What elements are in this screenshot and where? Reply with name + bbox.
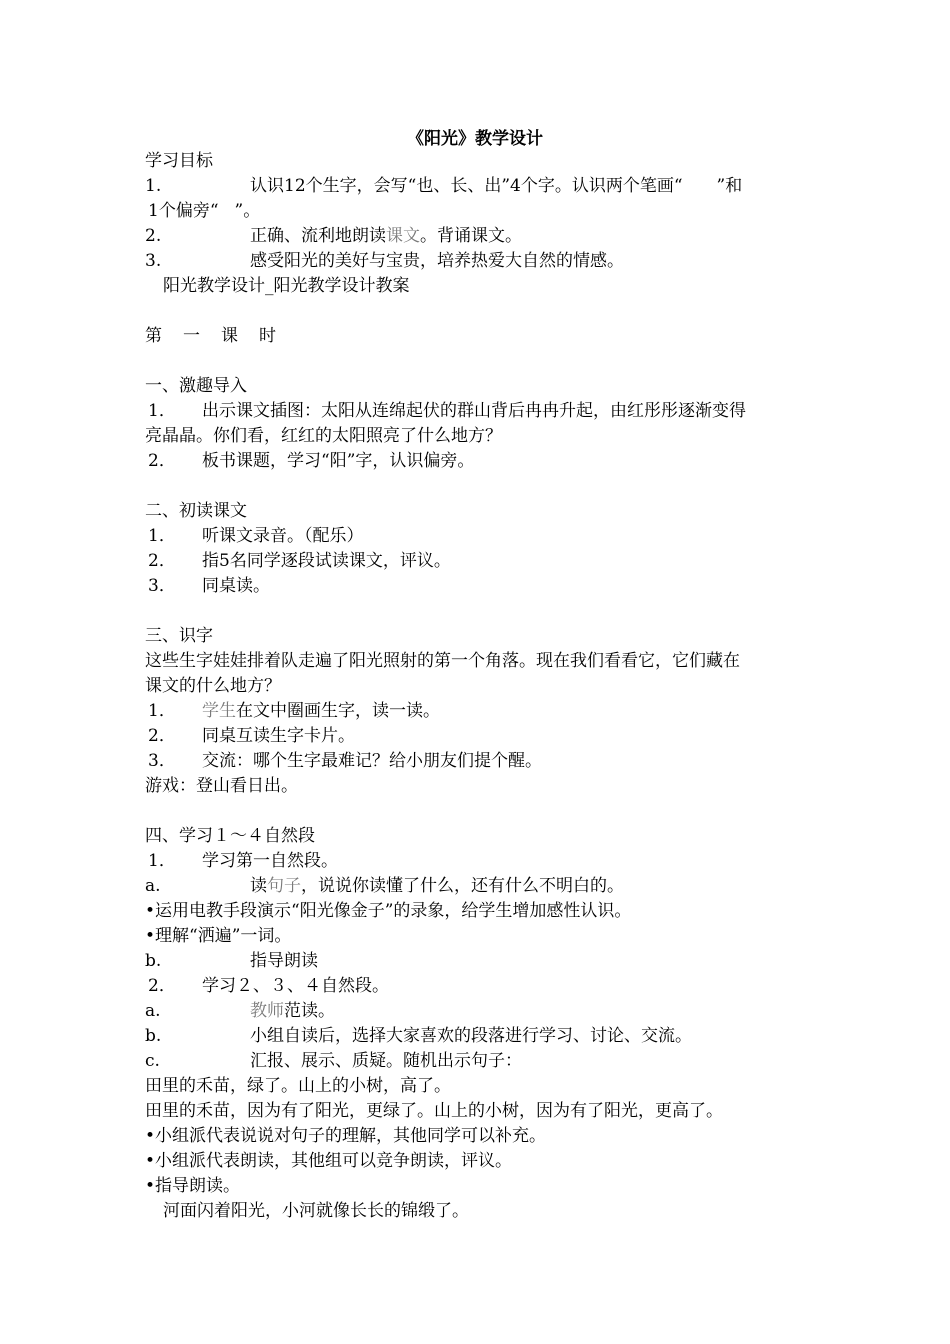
text-link-juzi[interactable]: 句子 xyxy=(267,876,301,896)
section-3-game: 游戏：登山看日出。 xyxy=(145,776,298,796)
section-4-item-1: 1． 学习第一自然段。 xyxy=(148,851,338,871)
section-2-heading: 二、初读课文 xyxy=(145,501,247,521)
goal-3: 3. 感受阳光的美好与宝贵，培养热爱大自然的情感。 xyxy=(145,251,624,271)
section-4-item-2-b: b. 小组自读后，选择大家喜欢的段落进行学习、讨论、交流。 xyxy=(145,1026,692,1046)
goal-1-continuation: 1个偏旁“ ”。 xyxy=(148,201,261,221)
section-4-bullet-1: •运用电教手段演示“阳光像金子”的录象，给学生增加感性认识。 xyxy=(145,901,632,921)
section-3-heading: 三、识字 xyxy=(145,626,213,646)
document-title: 《阳光》教学设计 xyxy=(407,129,543,149)
section-3-paragraph-line-2: 课文的什么地方？ xyxy=(145,676,281,696)
document-subtitle: 阳光教学设计_阳光教学设计教案 xyxy=(163,276,410,296)
section-4-heading: 四、学习１～４自然段 xyxy=(145,826,315,846)
goal-1-text: 认识12个生字，会写“也、长、出”4个字。认识两个笔画“ xyxy=(250,176,683,196)
section-1-heading: 一、激趣导入 xyxy=(145,376,247,396)
goal-1-number: 1. xyxy=(145,176,162,196)
section-2-item-2: 2． 指5名同学逐段试读课文，评议。 xyxy=(148,551,451,571)
section-4-item-2: 2． 学习２、３、４自然段。 xyxy=(148,976,389,996)
goal-1 xyxy=(145,174,742,199)
section-4-item-2-c: c. 汇报、展示、质疑。随机出示句子： xyxy=(145,1051,522,1071)
section-3-item-1: 1． 学生在文中圈画生字，读一读。 xyxy=(148,701,440,721)
section-3-item-2: 2． 同桌互读生字卡片。 xyxy=(148,726,355,746)
section-4-bullet-4: •小组派代表朗读，其他组可以竞争朗读，评议。 xyxy=(145,1151,513,1171)
example-sentence-3: 河面闪着阳光，小河就像长长的锦缎了。 xyxy=(163,1201,469,1221)
section-1-item-1: 1． 出示课文插图：太阳从连绵起伏的群山背后冉冉升起，由红彤彤逐渐变得 xyxy=(148,401,746,421)
goal-1-text-end: ”和 xyxy=(716,176,743,196)
text-link-xuesheng[interactable]: 学生 xyxy=(202,701,236,721)
text-link-kewen[interactable]: 课文 xyxy=(386,226,420,246)
example-sentence-2: 田里的禾苗，因为有了阳光，更绿了。山上的小树，因为有了阳光，更高了。 xyxy=(145,1101,723,1121)
section-2-item-3: 3． 同桌读。 xyxy=(148,576,270,596)
text-link-jiaoshi[interactable]: 教师 xyxy=(250,1001,284,1021)
section-4-item-1-b: b. 指导朗读 xyxy=(145,951,318,971)
section-4-bullet-5: •指导朗读。 xyxy=(145,1176,241,1196)
example-sentence-1: 田里的禾苗，绿了。山上的小树，高了。 xyxy=(145,1076,451,1096)
goals-heading: 学习目标 xyxy=(145,151,213,171)
section-2-item-1: 1． 听课文录音。（配乐） xyxy=(148,526,364,546)
goal-2: 2. 正确、流利地朗读课文。背诵课文。 xyxy=(145,226,522,246)
section-4-item-2-a: a. 教师范读。 xyxy=(145,1001,335,1021)
section-4-bullet-3: •小组派代表说说对句子的理解，其他同学可以补充。 xyxy=(145,1126,547,1146)
section-3-item-3: 3． 交流：哪个生字最难记？给小朋友们提个醒。 xyxy=(148,751,542,771)
section-4-bullet-2: •理解“洒遍”一词。 xyxy=(145,926,292,946)
section-1-item-2: 2． 板书课题，学习“阳”字，认识偏旁。 xyxy=(148,451,475,471)
section-1-item-1-continuation: 亮晶晶。你们看，红红的太阳照亮了什么地方？ xyxy=(145,426,502,446)
section-4-item-1-a: a. 读句子，说说你读懂了什么，还有什么不明白的。 xyxy=(145,876,624,896)
lesson-heading: 第 一 课 时 xyxy=(145,326,276,346)
section-3-paragraph-line-1: 这些生字娃娃排着队走遍了阳光照射的第一个角落。现在我们看看它，它们藏在 xyxy=(145,651,740,671)
